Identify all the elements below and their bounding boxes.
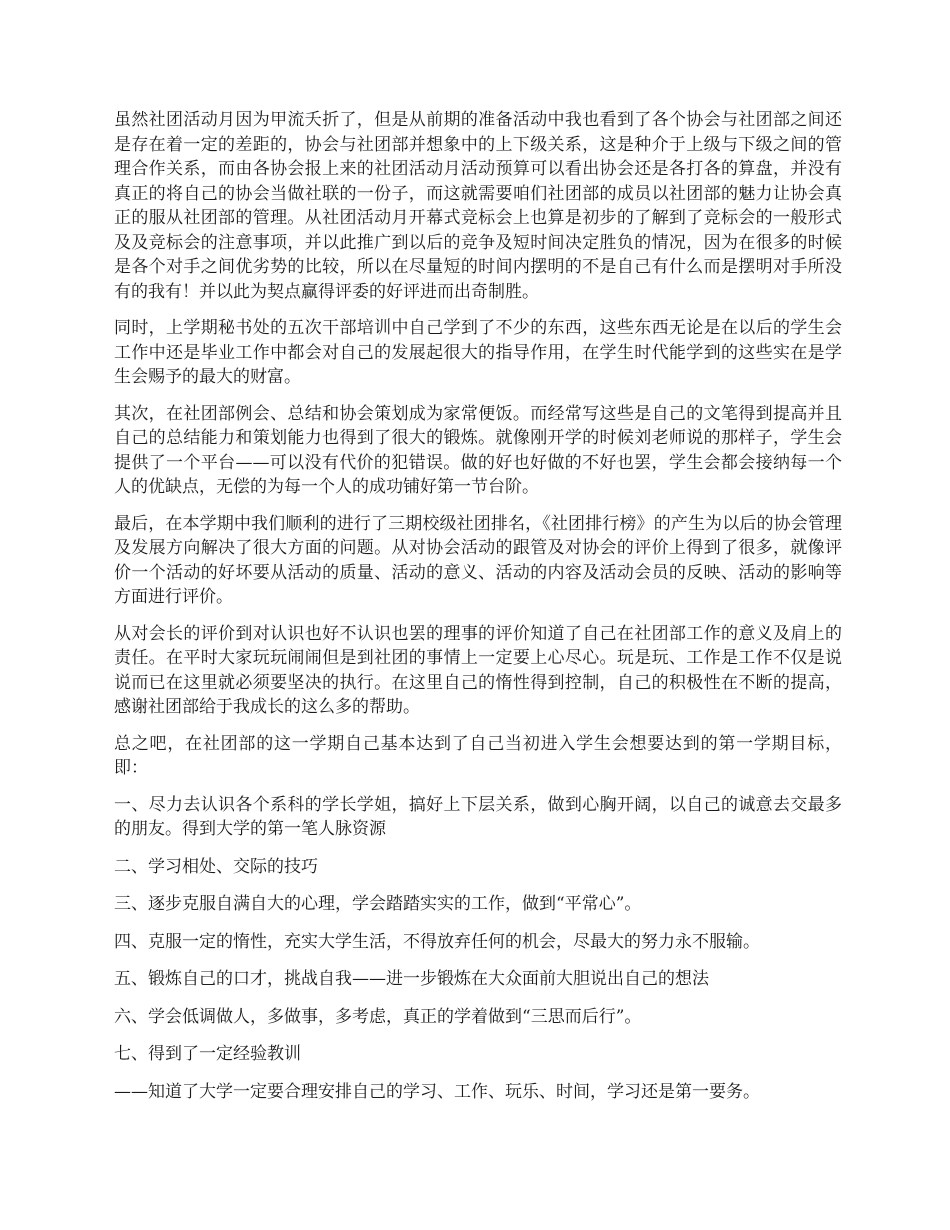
paragraph-finally: 最后，在本学期中我们顺利的进行了三期校级社团排名，《社团排行榜》的产生为以后的协会管理及发展方向解决了很大方面的问题。从对协会活动的跟管及对协会的评价上得到了很多，就像评价一个活动的好坏要从活动的质量、活动的意义、活动的内容及活动会员的反映、活动的影响等方面进行评价。 <box>114 513 842 607</box>
goal-item-2: 二、学习相处、交际的技巧 <box>114 856 318 877</box>
goal-item-1: 一、尽力去认识各个系科的学长学姐，搞好上下层关系，做到心胸开阔，以自己的诚意去交最多的朋友。得到大学的第一笔人脉资源 <box>114 794 842 839</box>
paragraph-evaluation: 从对会长的评价到对认识也好不认识也罢的理事的评价知道了自己在社团部工作的意义及肩上的责任。在平时大家玩玩闹闹但是到社团的事情上一定要上心尽心。玩是玩、工作是工作不仅是说说而已在这里就必须要坚决的执行。在这里自己的惰性得到控制，自己的积极性在不断的提高，感谢社团部给于我成长的这么多的帮助。 <box>114 623 842 717</box>
paragraph-secondly: 其次，在社团部例会、总结和协会策划成为家常便饭。而经常写这些是自己的文笔得到提高并且自己的总结能力和策划能力也得到了很大的锻炼。就像刚开学的时候刘老师说的那样子，学生会提供了一个平台——可以没有代价的犯错误。做的好也好做的不好也罢，学生会都会接纳每一个人的优缺点，无偿的为每一个人的成功铺好第一节台阶。 <box>114 403 842 497</box>
goal-item-6: 六、学会低调做人，多做事，多考虑，真正的学着做到“三思而后行”。 <box>114 1006 642 1027</box>
goal-item-7: 七、得到了一定经验教训 <box>114 1044 301 1064</box>
goal-item-4: 四、克服一定的惰性，充实大学生活，不得放弃任何的机会，尽最大的努力永不服输。 <box>114 931 760 952</box>
paragraph-summary: 总之吧，在社团部的这一学期自己基本达到了自己当初进入学生会想要达到的第一学期目标，即： <box>114 733 842 778</box>
paragraph-intro: 虽然社团活动月因为甲流夭折了，但是从前期的准备活动中我也看到了各个协会与社团部之间还是存在着一定的差距的，协会与社团部并想象中的上下级关系，这是种介于上级与下级之间的管理合作关系，而由各协会报上来的社团活动月活动预算可以看出协会还是各打各的算盘，并没有真正的将自己的协会当做社联的一份子，而这就需要咱们社团部的成员以社团部的魅力让协会真正的服从社团部的管理。从社团活动月开幕式竞标会上也算是初步的了解到了竞标会的一般形式及及竞标会的注意事项，并以此推广到以后的竞争及短时间决定胜负的情况，因为在很多的时候是各个对手之间优劣势的比较，所以在尽量短的时间内摆明的不是自己有什么而是摆明对手所没有的我有！并以此为契点赢得评委的好评进而出奇制胜。 <box>114 110 842 302</box>
goal-item-3: 三、逐步克服自满自大的心理，学会踏踏实实的工作，做到“平常心”。 <box>114 894 642 914</box>
document-body <box>114 108 842 1117</box>
goal-item-5: 五、锻炼自己的口才，挑战自我——进一步锻炼在大众面前大胆说出自己的想法 <box>114 969 709 989</box>
paragraph-training: 同时，上学期秘书处的五次干部培训中自己学到了不少的东西，这些东西无论是在以后的学生会工作中还是毕业工作中都会对自己的发展起很大的指导作用，在学生时代能学到的这些实在是学生会赐予的最大的财富。 <box>114 318 842 387</box>
goal-item-7-detail: ——知道了大学一定要合理安排自己的学习、工作、玩乐、时间，学习还是第一要务。 <box>114 1081 760 1102</box>
